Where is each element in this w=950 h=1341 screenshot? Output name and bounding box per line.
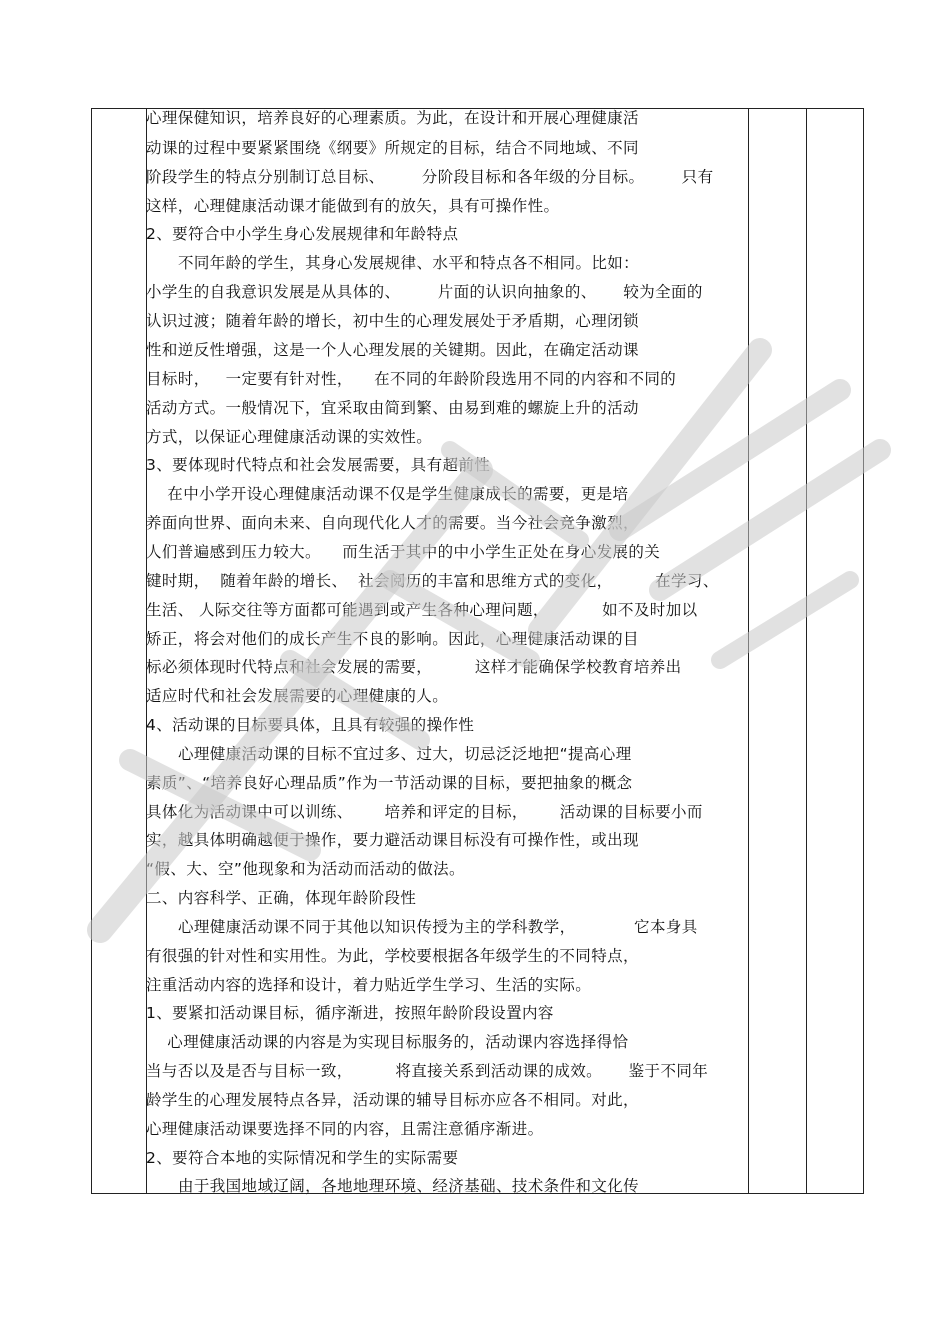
text-line: 在中小学开设心理健康活动课不仅是学生健康成长的需要，更是培 xyxy=(146,485,629,503)
text-line: 方式，以保证心理健康活动课的实效性。 xyxy=(146,428,433,446)
text-line: 人们普遍感到压力较大。 而生活于其中的中小学生正处在身心发展的关 xyxy=(146,543,661,561)
text-line: 小学生的自我意识发展是从具体的、 片面的认识向抽象的、 较为全面的 xyxy=(146,283,703,301)
text-line: 矫正，将会对他们的成长产生不良的影响。因此，心理健康活动课的目 xyxy=(146,630,639,648)
text-line: 素质”、“培养良好心理品质”作为一节活动课的目标，要把抽象的概念 xyxy=(146,774,633,792)
text-line: 适应时代和社会发展需要的心理健康的人。 xyxy=(146,687,449,705)
text-line: 键时期， 随着年龄的增长、 社会阅历的丰富和思维方式的变化， 在学习、 xyxy=(146,572,719,590)
text-line: 目标时， 一定要有针对性， 在不同的年龄阶段选用不同的内容和不同的 xyxy=(146,370,677,388)
section-heading: 二、内容科学、正确，体现年龄阶段性 xyxy=(146,889,417,907)
section-heading: 1、要紧扣活动课目标，循序渐进，按照年龄阶段设置内容 xyxy=(146,1004,554,1022)
text-line: 当与否以及是否与目标一致， 将直接关系到活动课的成效。 鉴于不同年 xyxy=(146,1062,709,1080)
section-heading: 4、活动课的目标要具体，且具有较强的操作性 xyxy=(146,716,475,734)
table-column-divider xyxy=(806,109,807,1193)
text-line: 龄学生的心理发展特点各异，活动课的辅导目标亦应各不相同。对此， xyxy=(146,1091,639,1109)
text-line: 实，越具体明确越便于操作，要力避活动课目标没有可操作性，或出现 xyxy=(146,831,639,849)
section-heading: 2、要符合本地的实际情况和学生的实际需要 xyxy=(146,1149,459,1167)
text-line: 心理保健知识，培养良好的心理素质。为此，在设计和开展心理健康活 xyxy=(146,109,639,127)
section-heading: 3、要体现时代特点和社会发展需要，具有超前性 xyxy=(146,456,491,474)
table-column-divider xyxy=(748,109,749,1193)
text-line: 有很强的针对性和实用性。为此，学校要根据各年级学生的不同特点， xyxy=(146,947,639,965)
text-line: “假、大、空”他现象和为活动而活动的做法。 xyxy=(146,860,465,878)
text-line: 标必须体现时代特点和社会发展的需要， 这样才能确保学校教育培养出 xyxy=(146,658,682,676)
text-line: 不同年龄的学生，其身心发展规律、水平和特点各不相同。比如： xyxy=(146,254,640,272)
text-line: 注重活动内容的选择和设计，着力贴近学生学习、生活的实际。 xyxy=(146,976,592,994)
text-line: 认识过渡；随着年龄的增长，初中生的心理发展处于矛盾期，心理闭锁 xyxy=(146,312,639,330)
text-line: 活动方式。一般情况下，宜采取由简到繁、由易到难的螺旋上升的活动 xyxy=(146,399,639,417)
text-line: 心理健康活动课的内容是为实现目标服务的，活动课内容选择得恰 xyxy=(146,1033,629,1051)
text-line: 生活、 人际交往等方面都可能遇到或产生各种心理问题， 如不及时加以 xyxy=(146,601,698,619)
text-line: 这样，心理健康活动课才能做到有的放矢，具有可操作性。 xyxy=(146,197,560,215)
text-line: 由于我国地域辽阔，各地地理环境、经济基础、技术条件和文化传 xyxy=(146,1177,640,1195)
section-heading: 2、要符合中小学生身心发展规律和年龄特点 xyxy=(146,225,459,243)
text-line: 具体化为活动课中可以训练、 培养和评定的目标， 活动课的目标要小而 xyxy=(146,803,703,821)
text-line: 养面向世界、面向未来、自向现代化人才的需要。当今社会竞争激烈， xyxy=(146,514,639,532)
text-line: 性和逆反性增强，这是一个人心理发展的关键期。因此，在确定活动课 xyxy=(146,341,639,359)
text-line: 阶段学生的特点分别制订总目标、 分阶段目标和各年级的分目标。 只有 xyxy=(146,168,714,186)
text-line: 心理健康活动课要选择不同的内容，且需注意循序渐进。 xyxy=(146,1120,544,1138)
text-line: 动课的过程中要紧紧围绕《纲要》所规定的目标，结合不同地域、不同 xyxy=(146,139,639,157)
text-line: 心理健康活动课的目标不宜过多、过大，切忌泛泛地把“提高心理 xyxy=(146,745,632,763)
text-line: 心理健康活动课不同于其他以知识传授为主的学科教学， 它本身具 xyxy=(146,918,698,936)
